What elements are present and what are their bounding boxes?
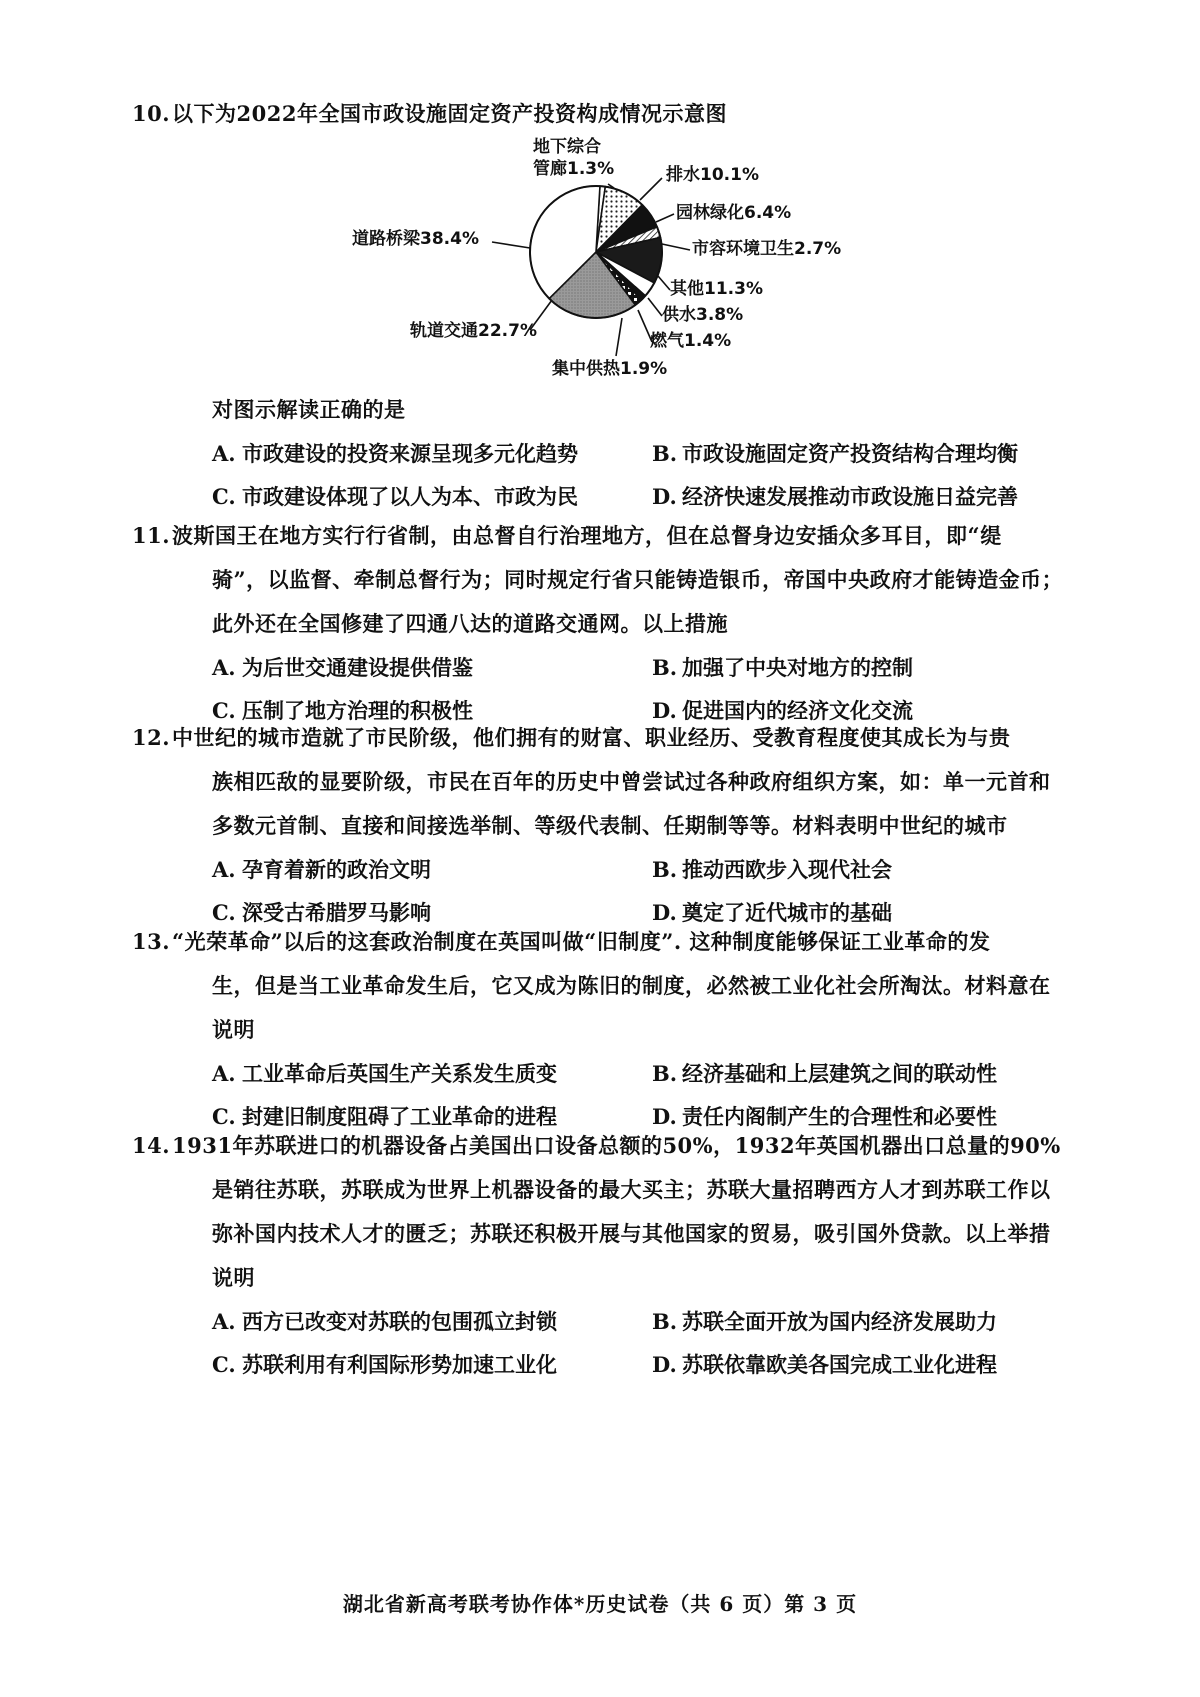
option-c[interactable] [212,1343,652,1386]
option-text: 市政建设体现了以人为本、市政为民 [242,484,578,509]
option-letter: A. [212,857,236,882]
option-b[interactable] [652,1052,1092,1095]
question-stem-line: 骑”，以监督、牵制总督行为；同时规定行省只能铸造银币，帝国中央政府才能铸造金币； [212,567,1064,592]
option-text: 西方已改变对苏联的包围孤立封锁 [242,1309,557,1334]
question-number: 10. [132,101,171,126]
option-letter: D. [652,484,677,509]
leader-line-2 [640,178,662,200]
option-a[interactable] [212,432,652,475]
leader-line-8 [616,318,622,356]
options-grid [212,1300,1132,1386]
investment-pie-chart [340,130,900,400]
leader-line-4 [662,244,690,250]
option-text: 市政设施固定资产投资结构合理均衡 [682,441,1018,466]
question-number: 14. [132,1133,171,1158]
option-b[interactable] [652,848,1092,891]
question-stem-line: 多数元首制、直接和间接选举制、等级代表制、任期制等等。材料表明中世纪的城市 [212,813,1008,838]
question-stem-line: 弥补国内技术人才的匮乏；苏联还积极开展与其他国家的贸易，吸引国外贷款。以上举措 [212,1221,1051,1246]
slice-label-1: 管廊1.3% [533,159,615,179]
option-text: 工业革命后英国生产关系发生质变 [242,1061,557,1086]
option-text: 经济快速发展推动市政设施日益完善 [682,484,1018,509]
option-text: 责任内阁制产生的合理性和必要性 [682,1104,997,1129]
leader-line-5 [658,276,670,290]
option-d[interactable] [652,1343,1092,1386]
option-letter: B. [652,441,678,466]
option-letter: D. [652,1352,677,1377]
option-text: 奠定了近代城市的基础 [682,900,892,925]
question-stem-line: 说明 [212,1265,255,1290]
option-letter: C. [212,1104,236,1129]
question-prompt: 对图示解读正确的是 [212,397,406,422]
question-10-body [172,388,1132,518]
question-stem-line: 是销往苏联，苏联成为世界上机器设备的最大买主；苏联大量招聘西方人才到苏联工作以 [212,1177,1051,1202]
option-d[interactable] [652,475,1092,518]
option-a[interactable] [212,646,652,689]
slice-label-8: 集中供热1.9% [552,359,668,379]
option-text: 推动西欧步入现代社会 [682,857,892,882]
question-stem-line: 以下为2022年全国市政设施固定资产投资构成情况示意图 [172,101,727,126]
slice-label-2: 排水10.1% [666,165,759,185]
pie-chart-svg [340,130,900,400]
option-text: 苏联全面开放为国内经济发展助力 [682,1309,997,1334]
question-number: 12. [132,725,171,750]
slice-label-10: 道路桥梁38.4% [352,229,479,249]
question-11 [132,514,1132,732]
question-stem-line: 说明 [212,1017,255,1042]
question-13 [132,920,1132,1138]
option-text: 封建旧制度阻碍了工业革命的进程 [242,1104,557,1129]
option-text: 市政建设的投资来源呈现多元化趋势 [242,441,578,466]
option-a[interactable] [212,1300,652,1343]
slice-label-1: 地下综合 [533,137,601,157]
slice-label-6: 供水3.8% [662,305,744,325]
question-stem-line: 波斯国王在地方实行行省制，由总督自行治理地方，但在总督身边安插众多耳目，即“缇 [172,523,1002,548]
leader-line-10 [492,242,530,248]
option-b[interactable] [652,646,1092,689]
page-footer: 湖北省新高考联考协作体*历史试卷（共 6 页）第 3 页 [342,1592,858,1616]
option-text: 苏联利用有利国际形势加速工业化 [242,1352,557,1377]
question-stem-line: 生，但是当工业革命发生后，它又成为陈旧的制度，必然被工业化社会所淘汰。材料意在 [212,973,1051,998]
option-letter: C. [212,698,236,723]
slice-label-3: 园林绿化6.4% [676,203,792,223]
slice-label-9: 轨道交通22.7% [410,321,537,341]
slice-label-7: 燃气1.4% [650,331,732,351]
option-b[interactable] [652,1300,1092,1343]
option-a[interactable] [212,1052,652,1095]
option-text: 深受古希腊罗马影响 [242,900,431,925]
question-stem-line: “光荣革命”以后的这套政治制度在英国叫做“旧制度”. 这种制度能够保证工业革命的发 [172,929,991,954]
question-stem-line: 1931年苏联进口的机器设备占美国出口设备总额的50%，1932年英国机器出口总量的90% [172,1133,1061,1158]
leader-line-3 [656,214,674,222]
option-letter: D. [652,698,677,723]
option-letter: B. [652,655,678,680]
option-letter: D. [652,900,677,925]
option-c[interactable] [212,475,652,518]
leader-line-6 [648,298,662,316]
option-letter: B. [652,857,678,882]
slice-label-5: 其他11.3% [670,279,763,299]
option-letter: A. [212,655,236,680]
option-b[interactable] [652,432,1092,475]
option-text: 压制了地方治理的积极性 [242,698,473,723]
question-stem-line: 族相匹敌的显要阶级，市民在百年的历史中曾尝试过各种政府组织方案，如：单一元首和 [212,769,1051,794]
option-text: 为后世交通建设提供借鉴 [242,655,473,680]
option-text: 孕育着新的政治文明 [242,857,431,882]
options-grid [212,432,1132,518]
option-letter: D. [652,1104,677,1129]
option-letter: A. [212,441,236,466]
option-letter: A. [212,1309,236,1334]
slice-label-4: 市容环境卫生2.7% [692,239,842,259]
option-letter: B. [652,1061,678,1086]
option-a[interactable] [212,848,652,891]
option-letter: C. [212,900,236,925]
question-stem-line: 此外还在全国修建了四通八达的道路交通网。以上措施 [212,611,728,636]
option-letter: C. [212,484,236,509]
option-text: 苏联依靠欧美各国完成工业化进程 [682,1352,997,1377]
option-letter: C. [212,1352,236,1377]
option-letter: A. [212,1061,236,1086]
question-14 [132,1124,1132,1386]
option-text: 经济基础和上层建筑之间的联动性 [682,1061,997,1086]
option-text: 加强了中央对地方的控制 [682,655,913,680]
option-text: 促进国内的经济文化交流 [682,698,913,723]
question-number: 11. [132,523,171,548]
question-number: 13. [132,929,171,954]
question-12 [132,716,1132,934]
question-stem-line: 中世纪的城市造就了市民阶级，他们拥有的财富、职业经历、受教育程度使其成长为与贵 [172,725,1011,750]
option-letter: B. [652,1309,678,1334]
